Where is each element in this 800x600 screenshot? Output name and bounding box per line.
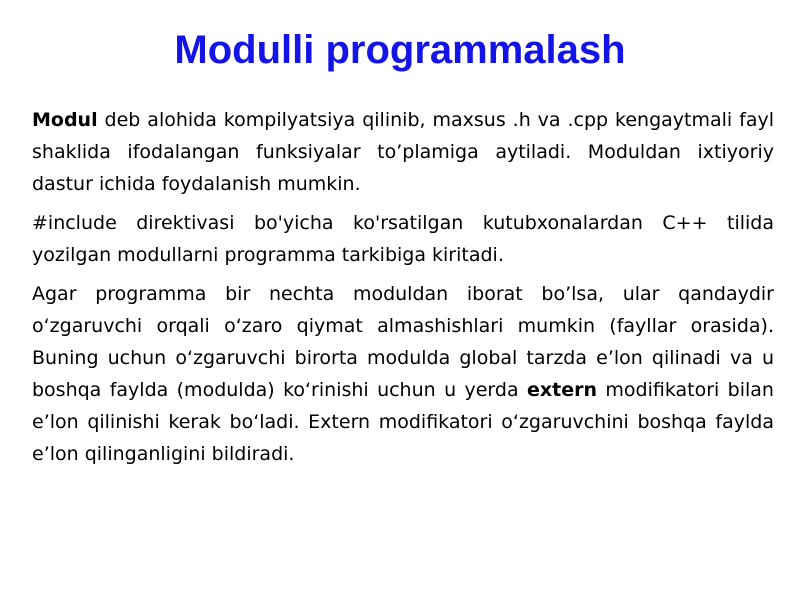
slide-title: Modulli programmalash <box>174 28 626 72</box>
paragraph-text: #include direktivasi bo'yicha ko'rsatilgan kutubxonalardan C++ tilida yozilgan modullarni programma tarkibiga kiritadi. <box>32 212 774 266</box>
slide-body <box>32 104 774 477</box>
paragraph-text: Agar programma bir nechta moduldan iborat bo’lsa, ular qandaydir o‘zgaruvchi orqali o‘zaro qiymat almashishlari mumkin (fayllar orasida). Buning uchun o‘zgaruvchi birorta modulda global tarzda e’lon qilinadi va u boshqa faylda (modulda) ko‘rinishi uchun u yerda <box>32 283 774 401</box>
paragraph-text: deb alohida kompilyatsiya qilinib, maxsus .h va .cpp kengaytmali fayl shaklida ifodalangan funksiyalar to’plamiga aytiladi. Moduldan ixtiyoriy dastur ichida foydalanish mumkin. <box>32 109 774 195</box>
paragraph-module-definition <box>32 104 774 200</box>
paragraph-text: modifikatori bilan e’lon qilinishi kerak bo‘ladi. Extern modifikatori o‘zgaruvchini boshqa faylda e’lon qilinganligini bildiradi. <box>32 379 774 465</box>
term-modul: Modul <box>32 109 98 131</box>
paragraph-extern-modifier <box>32 278 774 470</box>
paragraph-include-directive <box>32 207 774 271</box>
term-extern: extern <box>526 379 597 401</box>
